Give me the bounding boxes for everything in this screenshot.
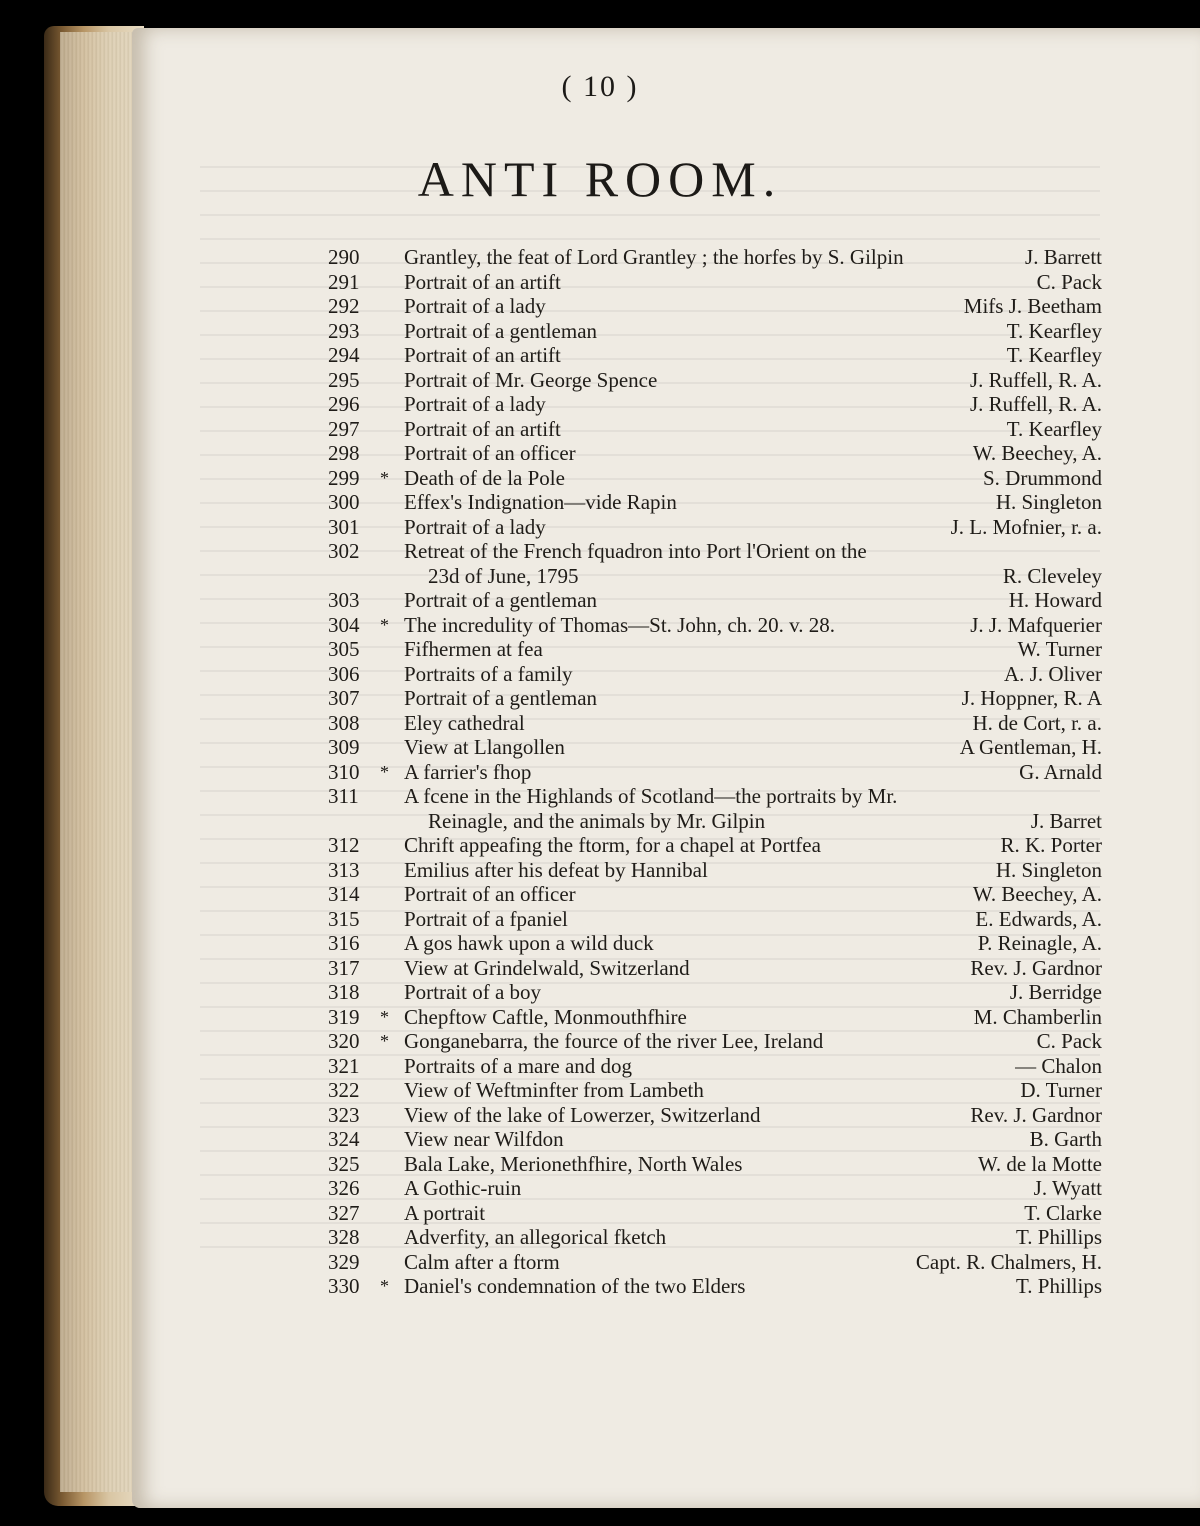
entry-artist: Rev. J. Gardnor — [970, 1102, 1102, 1127]
entry-title: Portrait of Mr. George Spence — [404, 367, 658, 392]
entry-artist: J. Hoppner, R. A — [961, 686, 1102, 710]
entry-title: A farrier's fhop — [404, 759, 532, 784]
catalogue-entry — [328, 760, 1102, 785]
entry-artist: T. Phillips — [1016, 1274, 1102, 1298]
catalogue-entry — [328, 1029, 1102, 1054]
entry-artist: A. J. Oliver — [1004, 661, 1102, 686]
catalogue-entry — [328, 539, 1102, 588]
catalogue-entry — [328, 1250, 1102, 1275]
catalogue-entry — [328, 711, 1102, 736]
entry-number: 315 — [328, 906, 360, 931]
asterisk-mark: * — [380, 614, 389, 635]
catalogue-entry — [328, 980, 1102, 1005]
entry-number: 329 — [328, 1249, 360, 1274]
entry-title: Portrait of a lady — [404, 514, 546, 539]
entry-title: Death of de la Pole — [404, 465, 565, 490]
entry-number: 318 — [328, 980, 360, 1004]
asterisk-mark: * — [380, 1276, 389, 1296]
entry-artist: M. Chamberlin — [973, 1004, 1102, 1029]
catalogue-entry — [328, 1005, 1102, 1030]
entry-artist: J. Ruffell, R. A. — [969, 392, 1102, 416]
entry-number: 290 — [328, 245, 360, 269]
catalogue-entry — [328, 319, 1102, 344]
catalogue-list — [328, 245, 1102, 1299]
page-stack-edge — [60, 32, 140, 1492]
entry-title: Portrait of an officer — [404, 441, 576, 465]
catalogue-entry — [328, 588, 1102, 613]
entry-number: 306 — [328, 661, 360, 686]
entry-number: 322 — [328, 1078, 360, 1102]
asterisk-mark: * — [380, 1031, 389, 1051]
catalogue-entry — [328, 1274, 1102, 1299]
entry-number: 311 — [328, 784, 359, 808]
entry-artist: A Gentleman, H. — [959, 735, 1102, 759]
entry-artist: W. Beechey, A. — [972, 882, 1102, 906]
entry-artist: C. Pack — [1036, 269, 1102, 294]
entry-number: 314 — [328, 882, 360, 906]
page-number: ( 10 ) — [561, 70, 639, 103]
catalogue-entry — [328, 441, 1102, 466]
entry-title-continued: 23d of June, 1795 — [428, 563, 579, 588]
entry-number: 321 — [328, 1053, 360, 1078]
entry-number: 307 — [328, 686, 360, 710]
entry-artist: J. L. Mofnier, r. a. — [950, 514, 1102, 539]
entry-artist: Rev. J. Gardnor — [970, 955, 1102, 980]
entry-artist: T. Kearfley — [1006, 343, 1102, 367]
entry-number: 327 — [328, 1200, 360, 1225]
asterisk-mark: * — [380, 467, 389, 488]
entry-artist: — Chalon — [1015, 1053, 1102, 1078]
entry-number: 326 — [328, 1176, 360, 1200]
entry-title: View of the lake of Lowerzer, Switzerland — [404, 1102, 761, 1127]
entry-number: 319 — [328, 1004, 360, 1029]
catalogue-entry — [328, 882, 1102, 907]
entry-number: 305 — [328, 637, 360, 661]
entry-title: Effex's Indignation—vide Rapin — [404, 490, 677, 514]
entry-title: Emilius after his defeat by Hannibal — [404, 857, 708, 882]
entry-artist: H. de Cort, r. a. — [972, 710, 1102, 735]
entry-artist: H. Howard — [1008, 588, 1102, 612]
entry-artist: J. Ruffell, R. A. — [969, 367, 1102, 392]
entry-artist: J. J. Mafquerier — [970, 612, 1102, 637]
entry-number: 308 — [328, 710, 360, 735]
entry-number: 325 — [328, 1151, 360, 1176]
entry-number: 293 — [328, 318, 360, 343]
catalogue-entry — [328, 613, 1102, 638]
catalogue-entry — [328, 1225, 1102, 1250]
entry-artist: R. K. Porter — [1000, 833, 1102, 857]
catalogue-entry — [328, 637, 1102, 662]
entry-number: 291 — [328, 269, 360, 294]
entry-artist: R. Cleveley — [1002, 563, 1102, 588]
entry-artist: S. Drummond — [982, 465, 1102, 490]
entry-title: Portraits of a family — [404, 661, 573, 686]
entry-title: Portrait of a lady — [404, 294, 546, 318]
entry-artist: W. Beechey, A. — [972, 441, 1102, 465]
entry-title: Fifhermen at fea — [404, 637, 543, 661]
entry-number: 294 — [328, 343, 360, 367]
entry-title: Portrait of a gentleman — [404, 318, 598, 343]
entry-title: The incredulity of Thomas—St. John, ch. 20. v. 28. — [404, 612, 836, 637]
entry-artist: D. Turner — [1020, 1078, 1102, 1102]
catalogue-entry — [328, 956, 1102, 981]
entry-artist: T. Kearfley — [1006, 416, 1102, 441]
entry-title: Portrait of a gentleman — [404, 588, 598, 612]
entry-title: Daniel's condemnation of the two Elders — [404, 1274, 746, 1298]
entry-number: 300 — [328, 490, 360, 514]
entry-number: 296 — [328, 392, 360, 416]
catalogue-entry — [328, 343, 1102, 368]
entry-title-continued: Reinagle, and the animals by Mr. Gilpin — [428, 808, 766, 833]
entry-artist: B. Garth — [1029, 1127, 1102, 1151]
catalogue-entry — [328, 1127, 1102, 1152]
entry-artist: Capt. R. Chalmers, H. — [915, 1249, 1102, 1274]
catalogue-entry — [328, 490, 1102, 515]
entry-number: 313 — [328, 857, 360, 882]
catalogue-entry — [328, 686, 1102, 711]
entry-number: 328 — [328, 1225, 360, 1249]
entry-title: Portrait of a lady — [404, 392, 546, 416]
entry-number: 303 — [328, 588, 360, 612]
entry-number: 323 — [328, 1102, 360, 1127]
entry-title: Portrait of an artift — [404, 343, 561, 367]
entry-number: 324 — [328, 1127, 360, 1151]
entry-artist: G. Arnald — [1019, 759, 1102, 784]
entry-artist: C. Pack — [1036, 1029, 1102, 1053]
catalogue-entry — [328, 1078, 1102, 1103]
entry-title: Calm after a ftorm — [404, 1249, 560, 1274]
entry-artist: H. Singleton — [995, 490, 1102, 514]
entry-number: 302 — [328, 539, 360, 563]
entry-artist: W. de la Motte — [977, 1151, 1102, 1176]
page-heading: ANTI ROOM. — [417, 151, 783, 207]
entry-number: 316 — [328, 931, 360, 955]
entry-artist: W. Turner — [1017, 637, 1102, 661]
entry-title: Portrait of an artift — [404, 416, 561, 441]
entry-title: A gos hawk upon a wild duck — [404, 931, 654, 955]
entry-number: 312 — [328, 833, 360, 857]
entry-title: Gonganebarra, the fource of the river Lee, Ireland — [404, 1029, 824, 1053]
catalogue-entry — [328, 368, 1102, 393]
entry-title: Portrait of an officer — [404, 882, 576, 906]
catalogue-entry — [328, 907, 1102, 932]
entry-number: 320 — [328, 1029, 360, 1053]
entry-artist: Mifs J. Beetham — [963, 294, 1102, 318]
entry-title: Grantley, the feat of Lord Grantley ; the horfes by S. Gilpin — [404, 245, 904, 269]
asterisk-mark: * — [380, 761, 389, 782]
entry-title: Portraits of a mare and dog — [404, 1053, 633, 1078]
entry-number: 298 — [328, 441, 360, 465]
catalogue-entry — [328, 294, 1102, 319]
entry-title: Eley cathedral — [404, 710, 525, 735]
entry-artist: E. Edwards, A. — [975, 906, 1102, 931]
catalogue-entry — [328, 515, 1102, 540]
catalogue-entry — [328, 833, 1102, 858]
catalogue-entry — [328, 784, 1102, 833]
catalogue-entry — [328, 1201, 1102, 1226]
entry-artist: H. Singleton — [995, 857, 1102, 882]
entry-artist: J. Barrett — [1025, 245, 1102, 269]
entry-artist: T. Clarke — [1024, 1200, 1102, 1225]
entry-title: View at Grindelwald, Switzerland — [404, 955, 690, 980]
catalogue-entry — [328, 1103, 1102, 1128]
catalogue-entry — [328, 735, 1102, 760]
entry-artist: J. Barret — [1030, 808, 1102, 833]
catalogue-entry — [328, 270, 1102, 295]
entry-title: A fcene in the Highlands of Scotland—the portraits by Mr. — [404, 784, 898, 808]
entry-title: Portrait of an artift — [404, 269, 561, 294]
entry-title: Chepftow Caftle, Monmouthfhire — [404, 1004, 687, 1029]
catalogue-entry — [328, 1152, 1102, 1177]
catalogue-entry — [328, 858, 1102, 883]
entry-artist: P. Reinagle, A. — [977, 931, 1102, 955]
entry-title: A portrait — [404, 1200, 486, 1225]
catalogue-entry — [328, 392, 1102, 417]
entry-number: 330 — [328, 1274, 360, 1298]
entry-title: Portrait of a gentleman — [404, 686, 598, 710]
catalogue-entry — [328, 417, 1102, 442]
entry-title: Bala Lake, Merionethfhire, North Wales — [404, 1151, 743, 1176]
entry-number: 310 — [328, 759, 360, 784]
entry-artist: J. Berridge — [1009, 980, 1102, 1004]
entry-number: 304 — [328, 612, 360, 637]
catalogue-entry — [328, 662, 1102, 687]
entry-title: Portrait of a boy — [404, 980, 542, 1004]
entry-number: 301 — [328, 514, 360, 539]
entry-number: 297 — [328, 416, 360, 441]
asterisk-mark: * — [380, 1006, 389, 1027]
catalogue-entry — [328, 245, 1102, 270]
entry-title: Retreat of the French fquadron into Port l'Orient on the — [404, 539, 867, 563]
catalogue-entry — [328, 466, 1102, 491]
entry-number: 317 — [328, 955, 360, 980]
entry-title: View near Wilfdon — [404, 1127, 564, 1151]
entry-artist: T. Kearfley — [1006, 318, 1102, 343]
entry-title: View at Llangollen — [404, 735, 565, 759]
catalogue-entry — [328, 931, 1102, 956]
entry-number: 299 — [328, 465, 360, 490]
entry-number: 292 — [328, 294, 360, 318]
entry-artist: T. Phillips — [1016, 1225, 1102, 1249]
catalogue-entry — [328, 1054, 1102, 1079]
entry-number: 309 — [328, 735, 360, 759]
entry-title: View of Weftminfter from Lambeth — [404, 1078, 704, 1102]
entry-title: Portrait of a fpaniel — [404, 906, 568, 931]
entry-title: Chrift appeafing the ftorm, for a chapel at Portfea — [404, 833, 821, 857]
entry-artist: J. Wyatt — [1033, 1176, 1102, 1200]
catalogue-entry — [328, 1176, 1102, 1201]
entry-title: A Gothic-ruin — [404, 1176, 522, 1200]
entry-number: 295 — [328, 367, 360, 392]
entry-title: Adverfity, an allegorical fketch — [404, 1225, 667, 1249]
